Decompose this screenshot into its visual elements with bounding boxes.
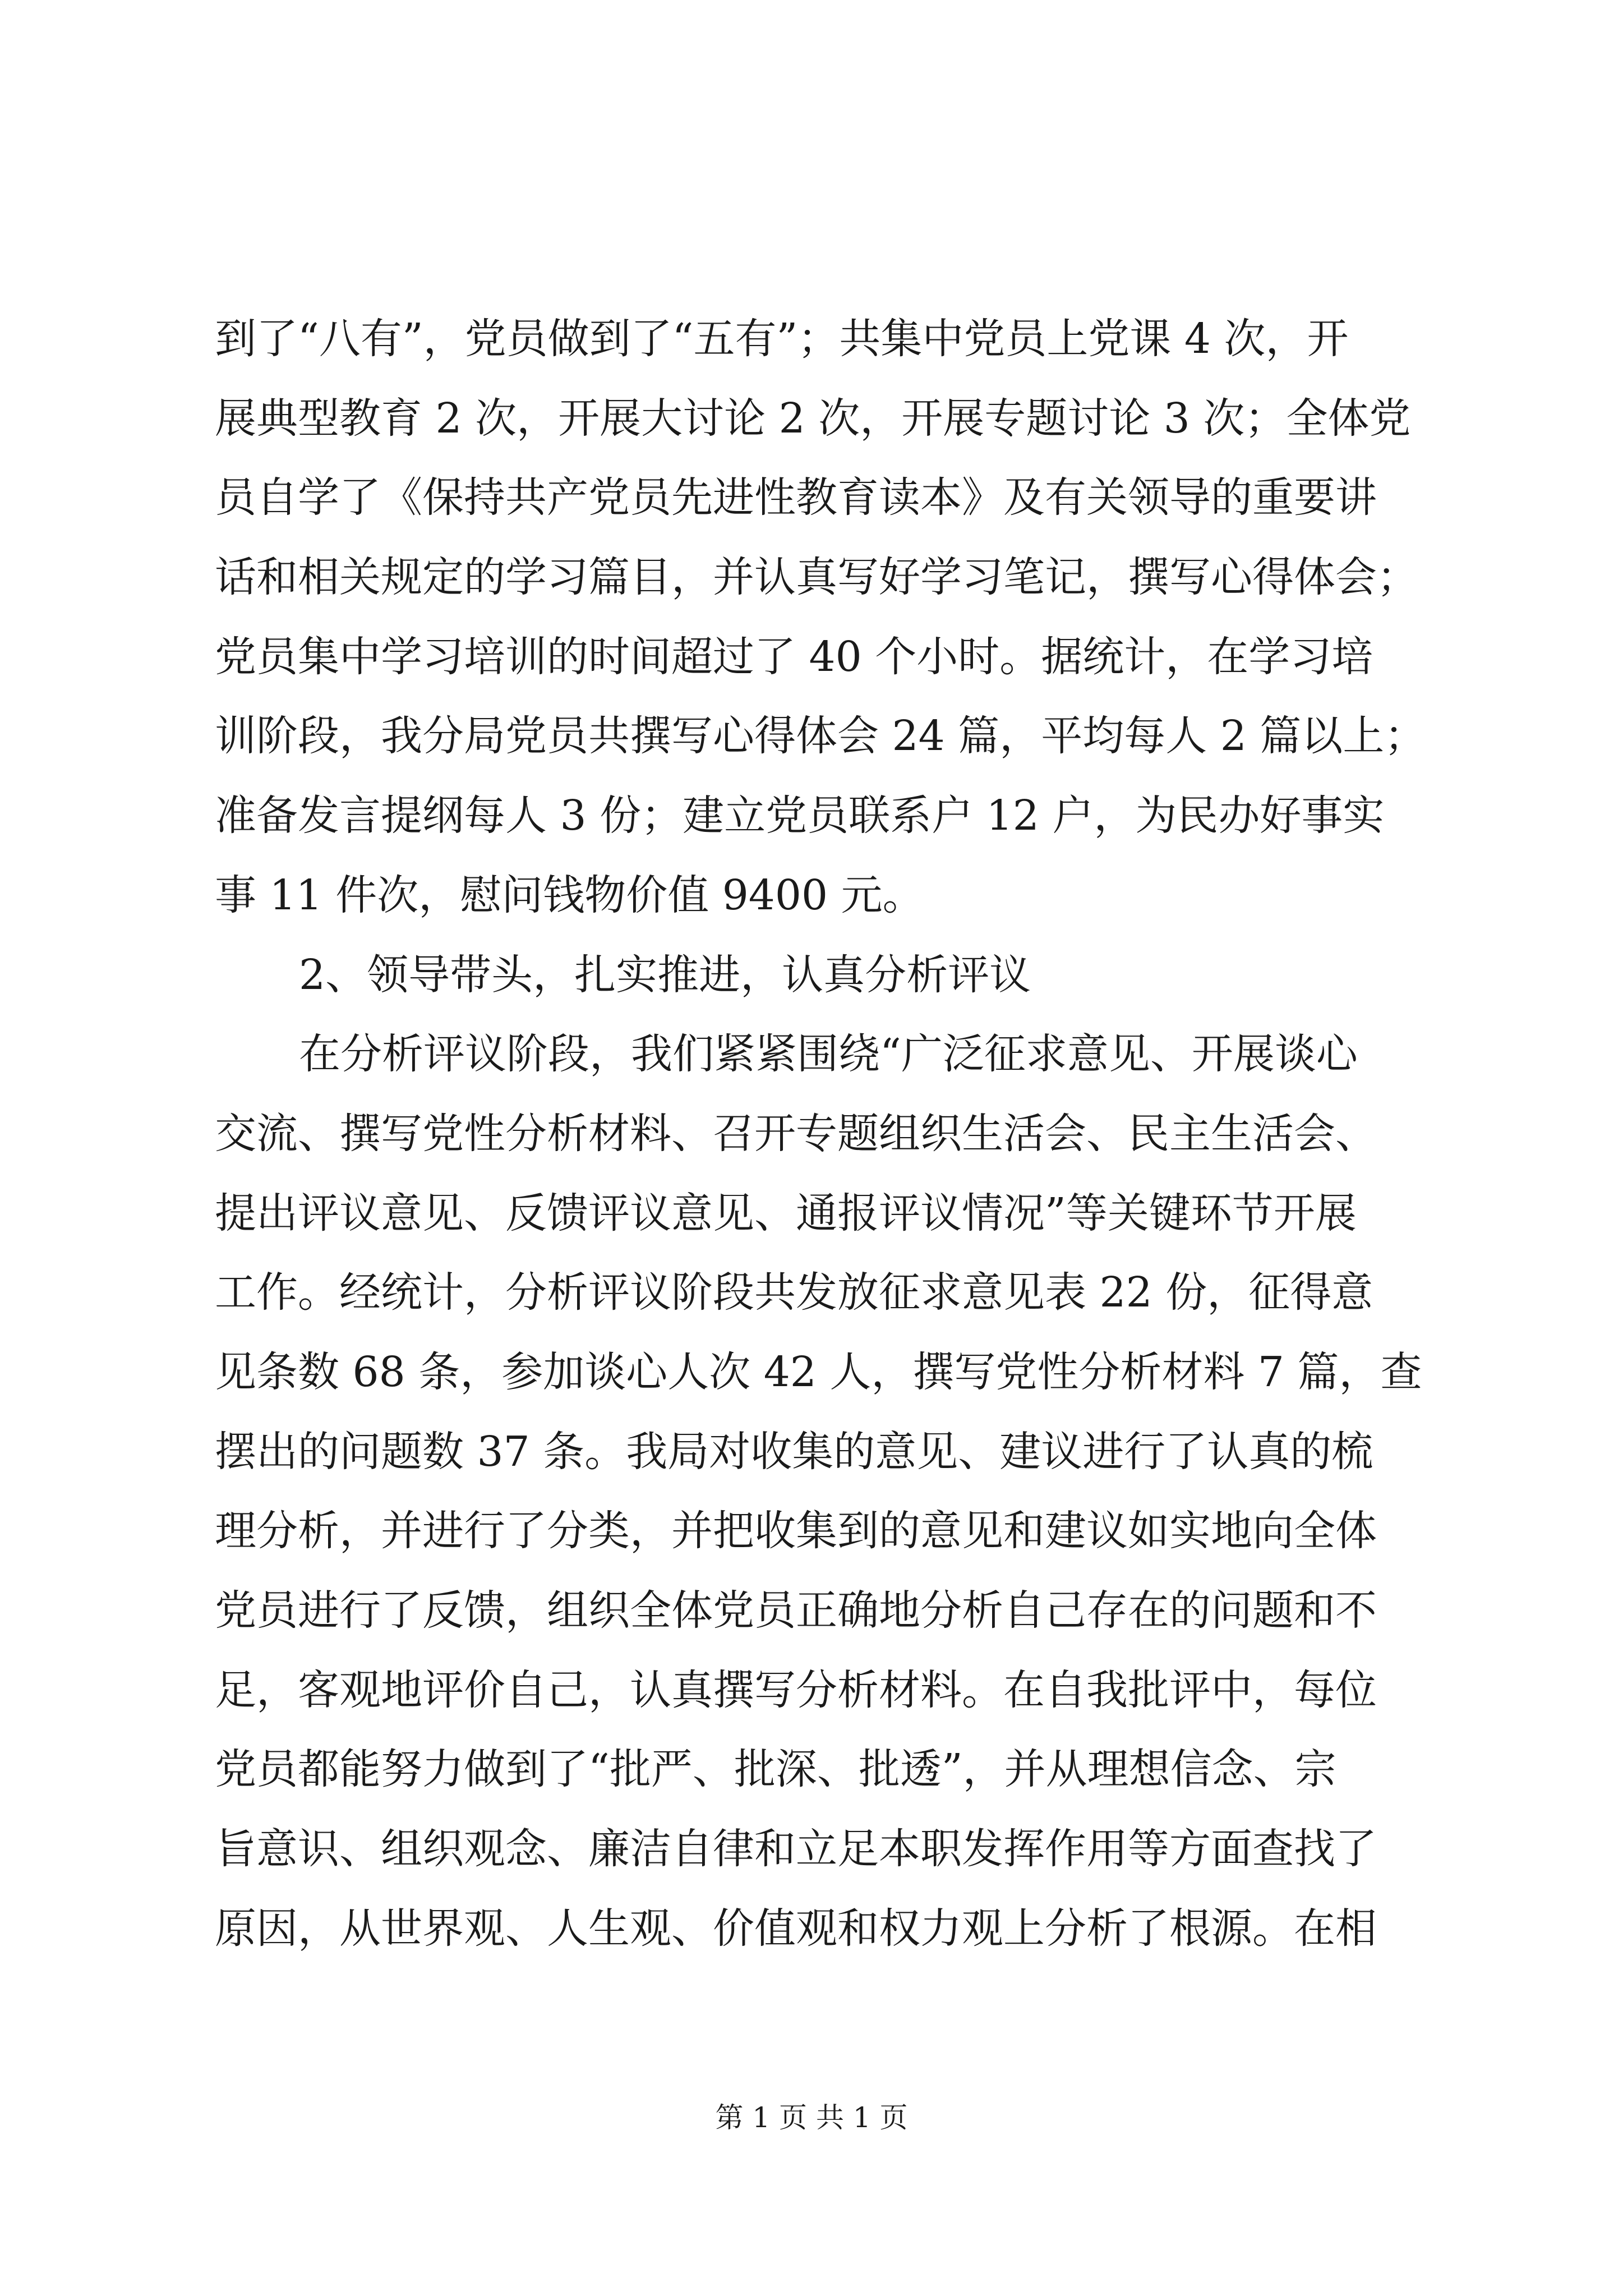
body-line: 足，客观地评价自己，认真撰写分析材料。在自我批评中，每位: [215, 1665, 1377, 1714]
body-line: 党员进行了反馈，组织全体党员正确地分析自己存在的问题和不: [215, 1586, 1377, 1635]
body-line: 在分析评议阶段，我们紧紧围绕“广泛征求意见、开展谈心: [299, 1030, 1358, 1079]
body-line: 摆出的问题数 37 条。我局对收集的意见、建议进行了认真的梳: [215, 1427, 1373, 1476]
body-line: 旨意识、组织观念、廉洁自律和立足本职发挥作用等方面查找了: [215, 1825, 1377, 1874]
body-line: 工作。经统计，分析评议阶段共发放征求意见表 22 份，征得意: [215, 1268, 1373, 1317]
body-line: 交流、撰写党性分析材料、召开专题组织生活会、民主生活会、: [215, 1109, 1377, 1158]
body-line: 理分析，并进行了分类，并把收集到的意见和建议如实地向全体: [215, 1507, 1377, 1556]
document-body: [215, 300, 1437, 1968]
body-line: 见条数 68 条，参加谈心人次 42 人，撰写党性分析材料 7 篇，查: [215, 1347, 1422, 1396]
body-line: 原因，从世界观、人生观、价值观和权力观上分析了根源。在相: [215, 1904, 1377, 1953]
body-line: 员自学了《保持共产党员先进性教育读本》及有关领导的重要讲: [215, 473, 1377, 522]
body-line: 事 11 件次，慰问钱物价值 9400 元。: [215, 871, 924, 919]
body-line: 党员集中学习培训的时间超过了 40 个小时。据统计，在学习培: [215, 632, 1373, 681]
body-line: 准备发言提纲每人 3 份；建立党员联系户 12 户，为民办好事实: [215, 792, 1385, 840]
page-footer: 第 1 页 共 1 页: [715, 2101, 908, 2134]
body-line: 党员都能努力做到了“批严、批深、批透”，并从理想信念、宗: [215, 1745, 1336, 1794]
body-line: 训阶段，我分局党员共撰写心得体会 24 篇，平均每人 2 篇以上；: [215, 712, 1426, 761]
section-heading: 2、领导带头，扎实推进，认真分析评议: [299, 950, 1031, 999]
body-line: 话和相关规定的学习篇目，并认真写好学习笔记，撰写心得体会；: [215, 553, 1418, 602]
body-line: 提出评议意见、反馈评议意见、通报评议情况”等关键环节开展: [215, 1189, 1357, 1237]
body-line: 展典型教育 2 次，开展大讨论 2 次，开展专题讨论 3 次；全体党: [215, 394, 1411, 443]
body-line: 到了“八有”，党员做到了“五有”；共集中党员上党课 4 次，开: [215, 315, 1349, 363]
